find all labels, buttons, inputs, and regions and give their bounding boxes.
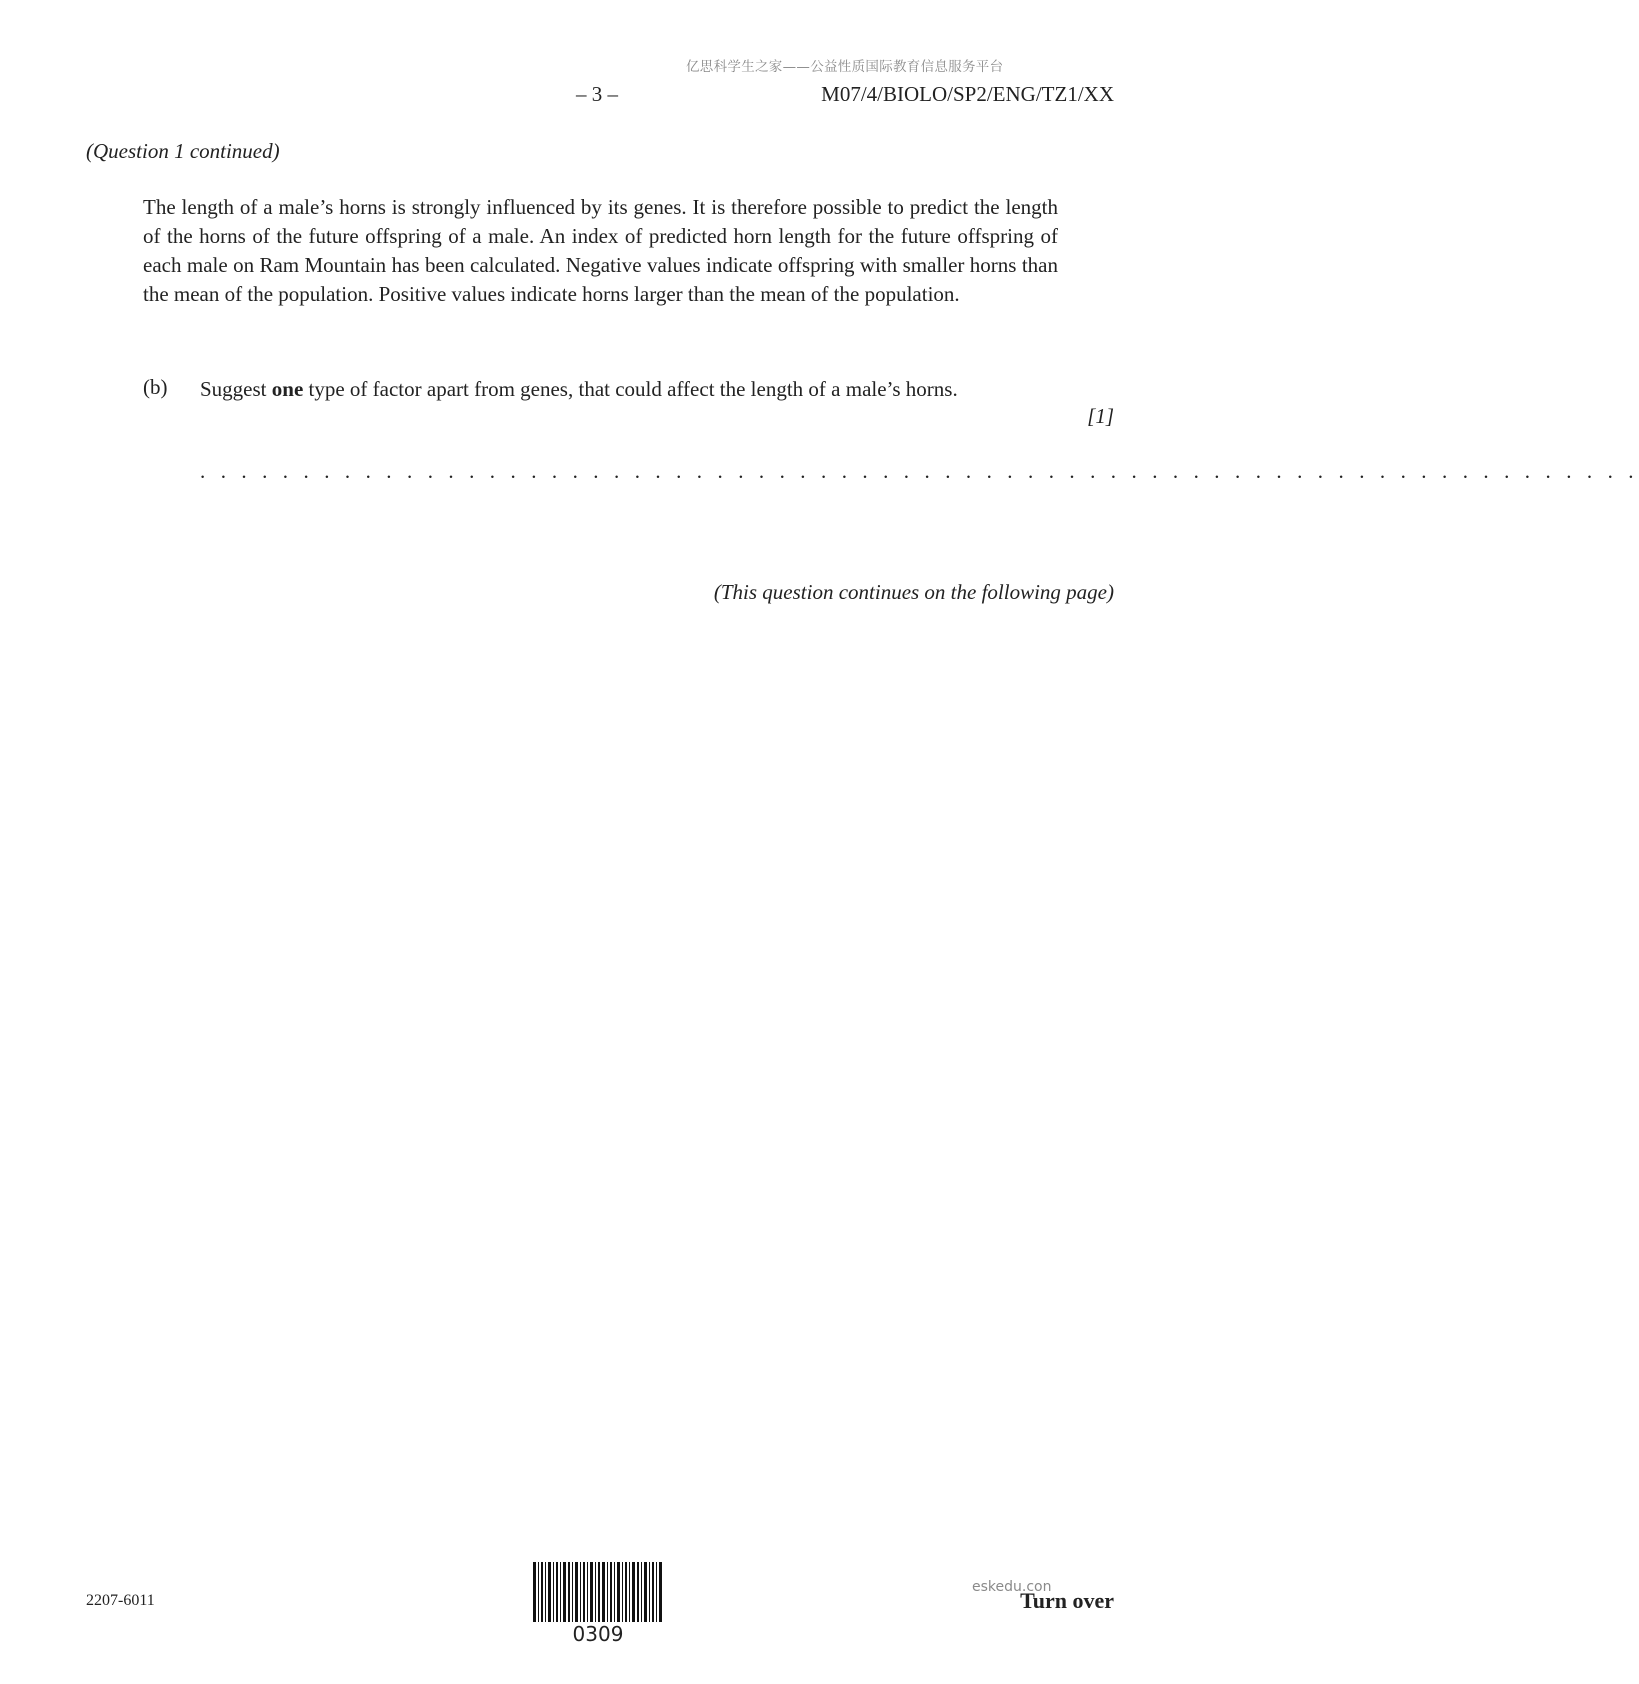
barcode [533, 1562, 663, 1645]
document-code: 2207-6011 [86, 1592, 155, 1609]
page-number: – 3 – [576, 82, 618, 106]
intro-paragraph: The length of a male’s horns is strongly influenced by its genes. It is therefore possible to predict the length of the horns of the future offspring of a male. An index of predicted horn length for the future offspring of each male on Ram Mountain has been calculated. Negative values indicate offspring with smaller horns than the mean of the population. Positive values indicate horns larger than the mean of the population. [143, 195, 1058, 306]
turn-over-label: Turn over [1020, 1588, 1114, 1613]
barcode-number: 0309 [572, 1622, 624, 1646]
question-part-label: (b) [143, 375, 168, 399]
paper-code: M07/4/BIOLO/SP2/ENG/TZ1/XX [821, 82, 1114, 106]
question-text-emphasis: one [271, 377, 304, 401]
question-continued-heading: (Question 1 continued) [86, 139, 280, 163]
marks-allocation: [1] [1087, 404, 1114, 428]
question-text-start: Suggest [200, 377, 272, 401]
footer-watermark: eskedu.con [972, 1579, 1052, 1595]
header-watermark: 亿思科学生之家——公益性质国际教育信息服务平台 [686, 59, 1004, 75]
answer-dotted-line[interactable]: . . . . . . . . . . . . . . . . . . . . . . . . . . . . . . . . . . . . . . . . . . . . . . . . . . . . . . . . . . . . . . . . . . . . . . [200, 459, 1639, 483]
question-text-end: type of factor apart from genes, that could affect the length of a male’s horns. [303, 377, 958, 401]
barcode-bars [533, 1562, 663, 1622]
continues-note: (This question continues on the following page) [713, 580, 1114, 604]
question-part-text [200, 375, 1058, 404]
